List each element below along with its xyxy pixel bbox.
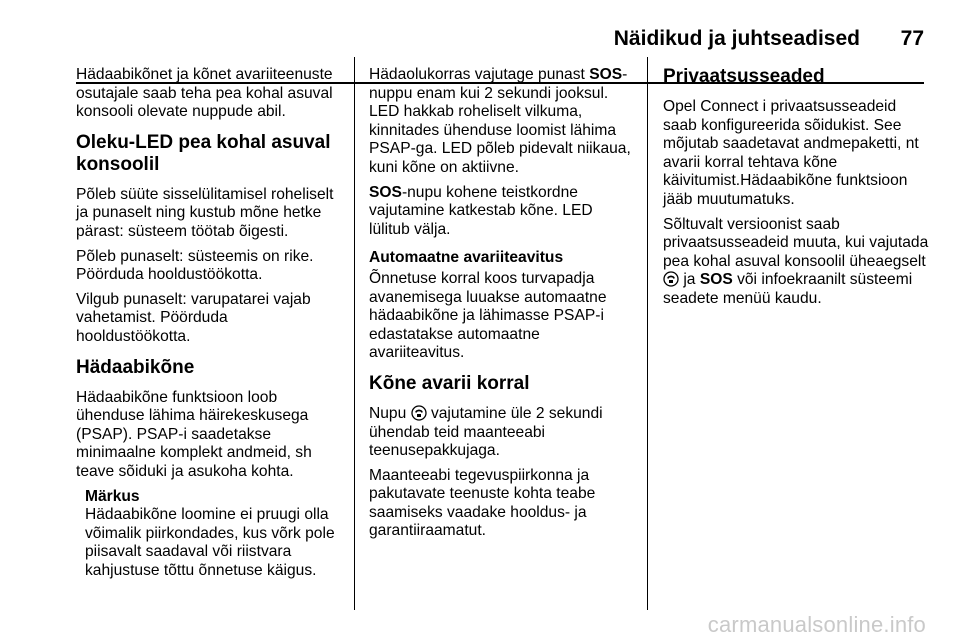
privacy-p2-before: Sõltuvalt versioonist saab privaatsusseadeid muuta, kui vajutada pea kohal asuval konsoolil üheaegselt [663,215,929,270]
privacy-paragraph-2 [663,216,929,309]
sos-p1-after: -nuppu enam kui 2 sekundi jooksul. LED hakkab roheliselt vilkuma, kinnitades ühenduse loomist lähima PSAP-ga. LED põleb pidevalt niikaua, kuni kõne on aktiivne. [369,66,631,176]
emergency-heading: Hädaabikõne [76,356,195,378]
sos-paragraph-1 [369,66,637,178]
sos-label: SOS [369,183,402,201]
led-paragraph-3: Vilgub punaselt: varupatarei vajab vahetamist. Pöörduda hooldustöökotta. [76,290,311,345]
privacy-p2-mid: ja [679,271,700,289]
emergency-paragraph: Hädaabikõne funktsioon loob ühenduse lähima häirekeskusega (PSAP). PSAP-i saadetakse minimaalne komplekt andmeid, sh teave sõiduki ja asukoha kohta. [76,388,312,480]
breakdown-p1-before: Nupu [369,404,411,422]
privacy-phone-icon [663,271,679,287]
note-text: Hädaabikõne loomine ei pruugi olla võimalik piirkondades, kus võrk pole piisavalt saadaval või riistvara kahjustuse tõttu õnnetuse käigus. [85,506,335,579]
column-1 [76,66,344,590]
privacy-paragraph-1: Opel Connect i privaatsusseadeid saab konfigureerida sõidukist. See mõjutab saadetavat andmepaketti, nt avarii korral tehtava kõne käivitumist.Hädaabikõne funktsioon jääb muutumatuks. [663,98,919,208]
page-number: 77 [900,27,924,50]
privacy-p2-after: või infoekraanilt süsteemi seadete menüü kaudu. [663,271,913,307]
led-paragraph-2: Põleb punaselt: süsteemis on rike. Pöörduda hooldustöökotta. [76,247,314,284]
intro-paragraph: Hädaabikõnet ja kõnet avariiteenuste osutajale saab teha pea kohal asuval konsooli olevate nuppude abil. [76,66,333,121]
note-heading: Märkus [85,487,140,505]
sos-paragraph-2 [369,184,637,240]
breakdown-paragraph-2: Maanteeabi tegevuspiirkonna ja pakutavate teenuste kohta teabe saamiseks vaadake hooldus- ja garantiiraamatut. [369,466,596,540]
led-paragraph-1: Põleb süüte sisselülitamisel roheliselt ja punaselt ning kustub mõne hetke pärast: süsteem töötab õigesti. [76,185,334,240]
column-divider-2 [647,57,648,610]
privacy-heading: Privaatsusseaded [663,66,825,87]
sos-label: SOS [589,66,623,83]
breakdown-p1-after: vajutamine üle 2 sekundi ühendab teid maanteeabi teenusepakkujaga. [369,404,603,460]
note-box [76,488,344,581]
column-2 [369,66,637,551]
column-3 [663,66,929,319]
breakdown-heading: Kõne avarii korral [369,372,530,394]
column-divider-1 [354,57,355,610]
page-title: Näidikud ja juhtseadised [613,27,860,50]
page-header [0,27,960,57]
auto-heading: Automaatne avariiteavitus [369,249,564,267]
led-heading: Oleku-LED pea kohal asuval konsoolil [76,131,331,175]
privacy-sos-label: SOS [699,271,733,289]
watermark: carmanualsonline.info [707,612,926,637]
breakdown-paragraph-1 [369,405,637,461]
auto-text: Õnnetuse korral koos turvapadja avanemisega luuakse automaatne hädaabikõne ja lähimasse PSAP-i edastatakse automaatne avariiteavitus. [369,269,607,362]
sos-p2-after: -nupu kohene teistkordne vajutamine katkestab kõne. LED lülitub välja. [369,183,593,238]
breakdown-phone-icon [411,405,427,421]
sos-p1-before: Hädaolukorras vajutage punast [369,66,590,83]
